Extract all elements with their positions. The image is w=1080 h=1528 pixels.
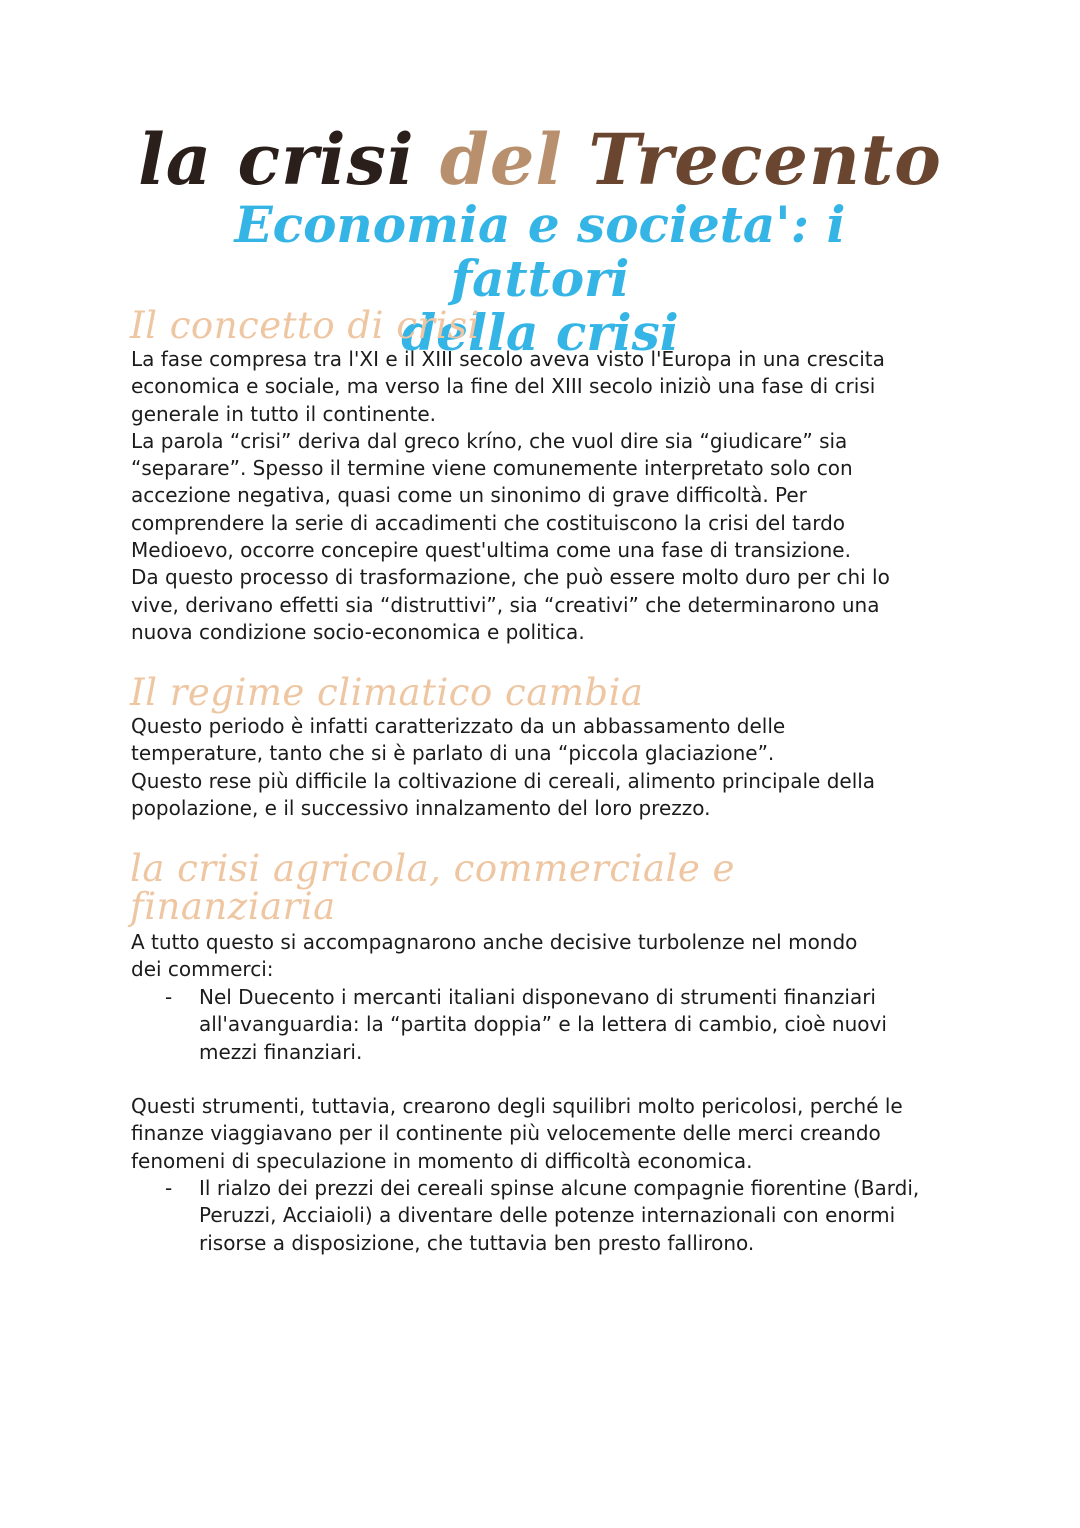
bullet-text: Il rialzo dei prezzi dei cereali spinse alcune compagnie fiorentine (Bardi, Peruzzi, Acciaioli) a diventare delle potenze internazionali con enormi risorse a disposizione, che tuttavia ben presto fallirono. bbox=[199, 1176, 920, 1255]
title-part-2: del bbox=[439, 118, 589, 201]
bullet-marker: - bbox=[165, 1176, 173, 1200]
paragraph-turbolenze-commerci: A tutto questo si accompagnarono anche decisive turbolenze nel mondo dei commerci: bbox=[131, 930, 858, 982]
bullet-marker: - bbox=[165, 985, 173, 1009]
section-heading-concetto-di-crisi: Il concetto di crisi bbox=[130, 304, 480, 347]
paragraph-concetto-di-crisi: La fase compresa tra l'XI e il XIII secolo aveva visto l'Europa in una crescita economica e sociale, ma verso la fine del XIII secolo iniziò una fase di crisi generale in tutto il continente. La parola “crisi” deriva dal greco kríno, che vuol dire sia “giudicare” sia “separare”. Spesso il termine viene comunemente interpretato solo con accezione negativa, quasi come un sinonimo di grave difficoltà. Per comprendere la serie di accadimenti che costituiscono la crisi del tardo Medioevo, occorre concepire quest'ultima come una fase di transizione. Da questo processo di trasformazione, che può essere molto duro per chi lo vive, derivano effetti sia “distruttivi”, sia “creativi” che determinarono una nuova condizione socio-economica e politica. bbox=[131, 347, 890, 644]
section-heading-regime-climatico: Il regime climatico cambia bbox=[130, 671, 644, 714]
paragraph-squilibri: Questi strumenti, tuttavia, crearono degli squilibri molto pericolosi, perché le finanze viaggiavano per il continente più velocemente delle merci creando fenomeni di speculazione in momento di difficoltà economica. bbox=[131, 1094, 903, 1173]
page-title bbox=[0, 118, 1080, 202]
section-heading-crisi-agricola: la crisi agricola, commerciale e finanziaria bbox=[130, 847, 735, 928]
title-part-3: Trecento bbox=[588, 118, 942, 201]
title-part-1: la crisi bbox=[138, 118, 440, 201]
page-subtitle: Economia e societa': i fattori della crisi bbox=[234, 195, 846, 362]
paragraph-regime-climatico: Questo periodo è infatti caratterizzato da un abbassamento delle temperature, tanto che si è parlato di una “piccola glaciazione”. Questo rese più difficile la coltivazione di cereali, alimento principale della popolazione, e il successivo innalzamento del loro prezzo. bbox=[131, 714, 876, 820]
bullet-text: Nel Duecento i mercanti italiani disponevano di strumenti finanziari all'avanguardia: la “partita doppia” e la lettera di cambio, cioè nuovi mezzi finanziari. bbox=[199, 985, 887, 1064]
